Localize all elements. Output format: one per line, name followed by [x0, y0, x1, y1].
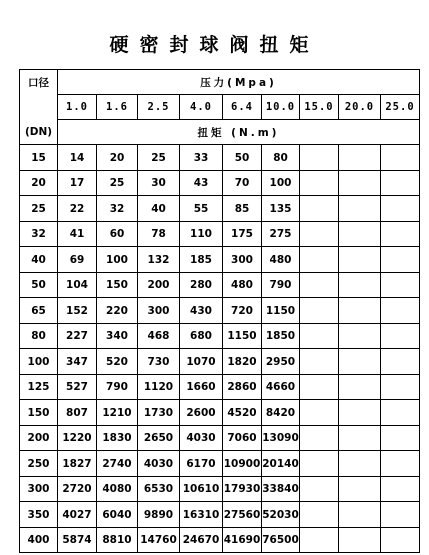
- table-row: [20, 451, 420, 477]
- empty-cell: [381, 477, 420, 502]
- dn-cell: 25: [20, 196, 58, 222]
- empty-cell: [300, 349, 339, 375]
- empty-cell: [381, 171, 420, 196]
- empty-cell: [339, 196, 381, 222]
- torque-cell: 70: [223, 171, 262, 196]
- empty-cell: [339, 298, 381, 324]
- empty-cell: [339, 451, 381, 477]
- torque-cell: 7060: [223, 426, 262, 451]
- empty-cell: [381, 349, 420, 375]
- torque-cell: 480: [223, 273, 262, 298]
- table-row: [20, 349, 420, 375]
- torque-cell: 8420: [262, 400, 300, 426]
- torque-cell: 55: [180, 196, 223, 222]
- pressure-cell: 20.0: [339, 95, 381, 120]
- empty-cell: [300, 145, 339, 171]
- dn-cell: 80: [20, 324, 58, 349]
- torque-cell: 17930: [223, 477, 262, 502]
- torque-cell: 33840: [262, 477, 300, 502]
- torque-cell: 1150: [262, 298, 300, 324]
- pressure-header: 压力(Mpa): [58, 70, 420, 95]
- torque-cell: 33: [180, 145, 223, 171]
- dn-cell: 400: [20, 528, 58, 553]
- empty-cell: [381, 375, 420, 400]
- torque-cell: 430: [180, 298, 223, 324]
- empty-cell: [381, 400, 420, 426]
- torque-header: 扭矩 (N.m): [58, 120, 420, 145]
- torque-cell: 4080: [97, 477, 138, 502]
- torque-cell: 24670: [180, 528, 223, 553]
- torque-cell: 50: [223, 145, 262, 171]
- empty-cell: [381, 502, 420, 528]
- size-label: 口径: [20, 70, 58, 95]
- empty-cell: [339, 502, 381, 528]
- table-row: [20, 528, 420, 553]
- dn-cell: 250: [20, 451, 58, 477]
- table-row: [20, 298, 420, 324]
- torque-cell: 275: [262, 222, 300, 247]
- torque-cell: 6170: [180, 451, 223, 477]
- torque-cell: 730: [138, 349, 180, 375]
- empty-cell: [339, 222, 381, 247]
- size-unit: (DN): [20, 120, 58, 145]
- torque-cell: 680: [180, 324, 223, 349]
- torque-cell: 1660: [180, 375, 223, 400]
- dn-cell: 100: [20, 349, 58, 375]
- torque-cell: 6530: [138, 477, 180, 502]
- torque-cell: 9890: [138, 502, 180, 528]
- empty-cell: [300, 273, 339, 298]
- torque-cell: 175: [223, 222, 262, 247]
- table-row: [20, 196, 420, 222]
- torque-cell: 2720: [58, 477, 97, 502]
- torque-cell: 2650: [138, 426, 180, 451]
- empty-cell: [339, 400, 381, 426]
- empty-cell: [339, 528, 381, 553]
- torque-cell: 100: [97, 247, 138, 273]
- empty-cell: [300, 451, 339, 477]
- empty-cell: [300, 375, 339, 400]
- torque-cell: 4660: [262, 375, 300, 400]
- torque-cell: 132: [138, 247, 180, 273]
- torque-cell: 1070: [180, 349, 223, 375]
- torque-cell: 22: [58, 196, 97, 222]
- table-row: [20, 171, 420, 196]
- torque-cell: 60: [97, 222, 138, 247]
- empty-cell: [339, 247, 381, 273]
- torque-cell: 43: [180, 171, 223, 196]
- torque-cell: 17: [58, 171, 97, 196]
- empty-cell: [381, 324, 420, 349]
- torque-cell: 200: [138, 273, 180, 298]
- torque-cell: 4030: [180, 426, 223, 451]
- dn-cell: 65: [20, 298, 58, 324]
- torque-cell: 152: [58, 298, 97, 324]
- table-row: [20, 375, 420, 400]
- empty-cell: [300, 426, 339, 451]
- torque-cell: 2600: [180, 400, 223, 426]
- torque-cell: 185: [180, 247, 223, 273]
- torque-cell: 40: [138, 196, 180, 222]
- table-row: [20, 324, 420, 349]
- table-row: [20, 426, 420, 451]
- torque-cell: 300: [223, 247, 262, 273]
- torque-cell: 5874: [58, 528, 97, 553]
- torque-cell: 2950: [262, 349, 300, 375]
- pressure-row: [20, 95, 420, 120]
- torque-cell: 25: [97, 171, 138, 196]
- pressure-cell: 15.0: [300, 95, 339, 120]
- torque-cell: 20140: [262, 451, 300, 477]
- empty-cell: [381, 247, 420, 273]
- dn-cell: 300: [20, 477, 58, 502]
- torque-cell: 2740: [97, 451, 138, 477]
- torque-cell: 14760: [138, 528, 180, 553]
- torque-cell: 2860: [223, 375, 262, 400]
- torque-cell: 10610: [180, 477, 223, 502]
- empty-cell: [381, 426, 420, 451]
- dn-cell: 32: [20, 222, 58, 247]
- torque-cell: 300: [138, 298, 180, 324]
- torque-cell: 85: [223, 196, 262, 222]
- torque-cell: 30: [138, 171, 180, 196]
- empty-cell: [381, 451, 420, 477]
- torque-cell: 76500: [262, 528, 300, 553]
- torque-cell: 720: [223, 298, 262, 324]
- torque-cell: 32: [97, 196, 138, 222]
- pressure-cell: 1.6: [97, 95, 138, 120]
- dn-cell: 50: [20, 273, 58, 298]
- pressure-cell: 1.0: [58, 95, 97, 120]
- torque-cell: 280: [180, 273, 223, 298]
- torque-cell: 1120: [138, 375, 180, 400]
- torque-cell: 790: [97, 375, 138, 400]
- empty-cell: [339, 426, 381, 451]
- torque-cell: 41690: [223, 528, 262, 553]
- torque-cell: 1210: [97, 400, 138, 426]
- torque-cell: 1730: [138, 400, 180, 426]
- table-row: [20, 400, 420, 426]
- torque-cell: 135: [262, 196, 300, 222]
- torque-cell: 27560: [223, 502, 262, 528]
- torque-cell: 16310: [180, 502, 223, 528]
- torque-cell: 41: [58, 222, 97, 247]
- torque-cell: 6040: [97, 502, 138, 528]
- torque-table: [19, 69, 420, 553]
- torque-cell: 69: [58, 247, 97, 273]
- torque-cell: 78: [138, 222, 180, 247]
- torque-cell: 1830: [97, 426, 138, 451]
- dn-cell: 125: [20, 375, 58, 400]
- torque-cell: 527: [58, 375, 97, 400]
- torque-cell: 340: [97, 324, 138, 349]
- torque-cell: 220: [97, 298, 138, 324]
- pressure-cell: 25.0: [381, 95, 420, 120]
- empty-cell: [300, 222, 339, 247]
- torque-cell: 150: [97, 273, 138, 298]
- torque-cell: 480: [262, 247, 300, 273]
- torque-cell: 347: [58, 349, 97, 375]
- empty-cell: [300, 298, 339, 324]
- dn-cell: 350: [20, 502, 58, 528]
- empty-cell: [381, 298, 420, 324]
- torque-cell: 25: [138, 145, 180, 171]
- table-row: [20, 477, 420, 502]
- table-row: [20, 247, 420, 273]
- dn-cell: 200: [20, 426, 58, 451]
- size-label-spacer: [20, 95, 58, 120]
- pressure-cell: 10.0: [262, 95, 300, 120]
- empty-cell: [339, 145, 381, 171]
- torque-cell: 1820: [223, 349, 262, 375]
- pressure-cell: 4.0: [180, 95, 223, 120]
- torque-cell: 10900: [223, 451, 262, 477]
- table-row: [20, 502, 420, 528]
- page-title: 硬密封球阀扭矩: [109, 34, 320, 56]
- torque-cell: 52030: [262, 502, 300, 528]
- pressure-cell: 2.5: [138, 95, 180, 120]
- torque-cell: 14: [58, 145, 97, 171]
- empty-cell: [339, 171, 381, 196]
- torque-cell: 468: [138, 324, 180, 349]
- torque-cell: 4030: [138, 451, 180, 477]
- torque-cell: 110: [180, 222, 223, 247]
- torque-cell: 790: [262, 273, 300, 298]
- empty-cell: [381, 273, 420, 298]
- empty-cell: [339, 477, 381, 502]
- torque-cell: 807: [58, 400, 97, 426]
- table-row: [20, 222, 420, 247]
- empty-cell: [339, 324, 381, 349]
- empty-cell: [300, 477, 339, 502]
- torque-cell: 1220: [58, 426, 97, 451]
- empty-cell: [300, 502, 339, 528]
- torque-cell: 20: [97, 145, 138, 171]
- empty-cell: [339, 349, 381, 375]
- dn-cell: 20: [20, 171, 58, 196]
- empty-cell: [300, 171, 339, 196]
- empty-cell: [381, 196, 420, 222]
- table-row: [20, 273, 420, 298]
- torque-cell: 227: [58, 324, 97, 349]
- empty-cell: [300, 196, 339, 222]
- torque-cell: 1150: [223, 324, 262, 349]
- torque-cell: 13090: [262, 426, 300, 451]
- torque-cell: 520: [97, 349, 138, 375]
- torque-cell: 4520: [223, 400, 262, 426]
- table-body: [20, 145, 420, 553]
- torque-cell: 1850: [262, 324, 300, 349]
- empty-cell: [381, 222, 420, 247]
- dn-cell: 15: [20, 145, 58, 171]
- dn-cell: 150: [20, 400, 58, 426]
- torque-cell: 80: [262, 145, 300, 171]
- empty-cell: [381, 145, 420, 171]
- torque-cell: 104: [58, 273, 97, 298]
- empty-cell: [339, 273, 381, 298]
- torque-cell: 1827: [58, 451, 97, 477]
- empty-cell: [300, 528, 339, 553]
- empty-cell: [300, 247, 339, 273]
- torque-cell: 100: [262, 171, 300, 196]
- empty-cell: [300, 324, 339, 349]
- torque-cell: 8810: [97, 528, 138, 553]
- dn-cell: 40: [20, 247, 58, 273]
- pressure-cell: 6.4: [223, 95, 262, 120]
- empty-cell: [339, 375, 381, 400]
- table-row: [20, 145, 420, 171]
- empty-cell: [381, 528, 420, 553]
- empty-cell: [300, 400, 339, 426]
- torque-cell: 4027: [58, 502, 97, 528]
